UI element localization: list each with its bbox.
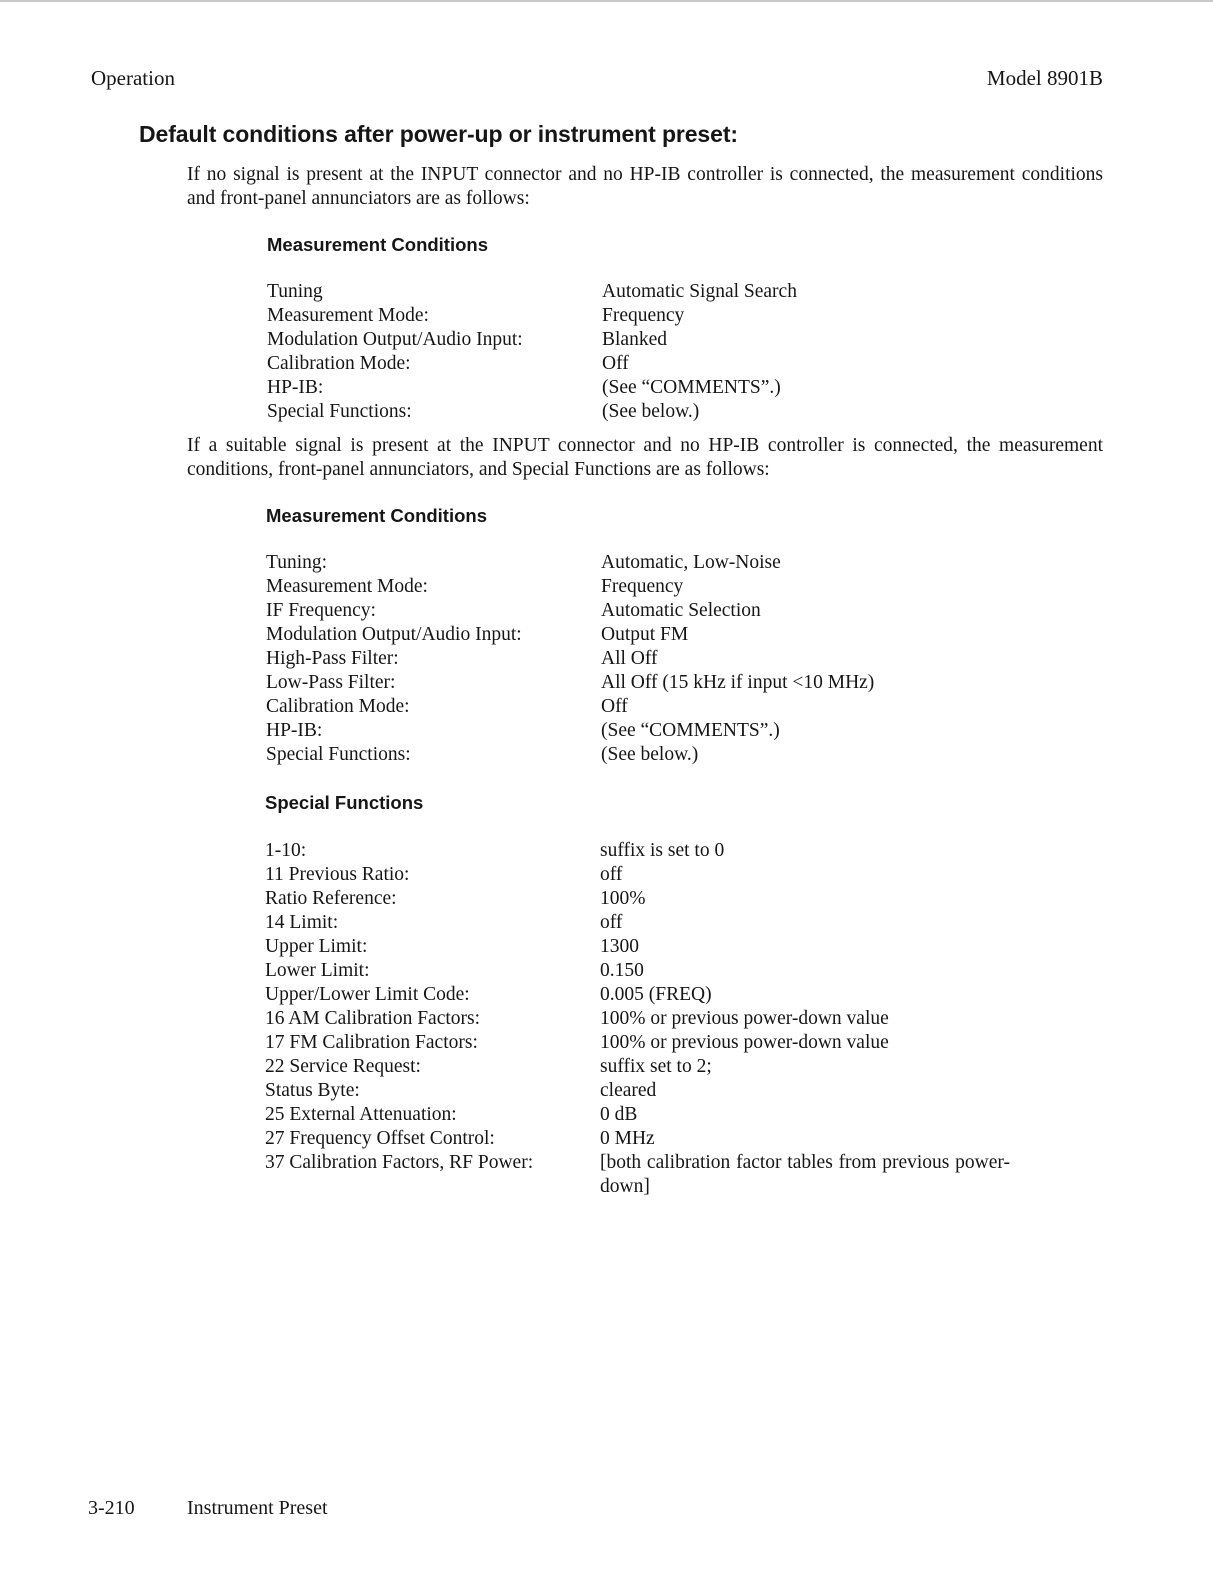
row-label: Status Byte: [265,1080,360,1101]
row-label: Calibration Mode: [266,696,410,717]
row-value: Automatic, Low-Noise [601,552,781,573]
table-row [265,1031,1010,1055]
row-label: Calibration Mode: [267,353,411,374]
row-label: 25 External Attenuation: [265,1104,457,1125]
section-heading-special-functions: Special Functions [265,792,424,813]
row-value: Frequency [602,305,685,326]
footer-page-number: 3-210 [88,1497,135,1519]
row-label: 37 Calibration Factors, RF Power: [265,1152,534,1173]
row-value: 0 dB [600,1104,638,1125]
table-row [267,304,797,328]
row-label: IF Frequency: [266,600,376,621]
measurement-conditions-table-2 [266,551,874,767]
row-value: cleared [600,1080,657,1101]
table-row [267,328,797,352]
table-row [265,1055,1010,1079]
table-row [266,599,874,623]
row-label: 17 FM Calibration Factors: [265,1032,478,1053]
row-label: 16 AM Calibration Factors: [265,1008,481,1029]
table-row [266,551,874,575]
header-model-label: Model 8901B [986,66,1103,90]
row-value: (See “COMMENTS”.) [601,720,780,741]
intro-paragraph-signal-present: If a suitable signal is present at the INPUT connector and no HP-IB controller is connected, the measurement conditions, front-panel annunciators, and Special Functions are as follows: [187,435,1103,480]
row-value: off [600,864,623,885]
row-value: Blanked [602,329,667,350]
row-label: Low-Pass Filter: [266,672,396,693]
row-value: 0.150 [600,960,644,981]
table-row [265,1151,1010,1199]
row-label: Modulation Output/Audio Input: [267,329,523,350]
special-functions-table [265,839,1010,1199]
table-row [267,400,797,424]
table-row [267,376,797,400]
row-value: 100% [600,888,646,909]
row-value: All Off (15 kHz if input <10 MHz) [601,672,875,693]
row-value: Automatic Selection [601,600,761,621]
row-value: All Off [601,648,658,669]
row-value: 100% or previous power-down value [600,1032,889,1053]
row-value: 0 MHz [600,1128,655,1149]
row-value: 100% or previous power-down value [600,1008,889,1029]
table-row [267,352,797,376]
table-row [266,671,874,695]
row-label: Upper Limit: [265,936,368,957]
row-value: 0.005 (FREQ) [600,984,712,1005]
row-value: off [600,912,623,933]
row-value: Frequency [601,576,684,597]
header-section-label: Operation [91,66,175,90]
table-row [266,575,874,599]
table-row [266,719,874,743]
footer-section-name: Instrument Preset [187,1497,328,1519]
table-row [265,1079,1010,1103]
table-row [265,1007,1010,1031]
row-value: Off [602,353,629,374]
table-row [265,935,1010,959]
row-label: Special Functions: [266,744,411,765]
row-label: HP-IB: [266,720,323,741]
row-label: 1-10: [265,840,307,861]
table-row [265,839,1010,863]
row-label: High-Pass Filter: [266,648,399,669]
measurement-conditions-table-1 [267,280,797,424]
table-row [265,887,1010,911]
table-row [265,983,1010,1007]
table-row [267,280,797,304]
section-heading-measurement-conditions-1: Measurement Conditions [267,234,488,255]
top-border-line [0,0,1213,2]
row-value: (See “COMMENTS”.) [602,377,781,398]
row-label: Ratio Reference: [265,888,397,909]
row-value: suffix set to 2; [600,1056,712,1077]
row-label: HP-IB: [267,377,324,398]
row-label: Measurement Mode: [267,305,429,326]
row-label: Lower Limit: [265,960,370,981]
intro-paragraph-no-signal: If no signal is present at the INPUT connector and no HP-IB controller is connected, the measurement conditions and front-panel annunciators are as follows: [187,164,1103,209]
table-row [266,623,874,647]
row-value: (See below.) [602,401,700,422]
row-value: Automatic Signal Search [602,281,797,302]
row-label: Special Functions: [267,401,412,422]
table-row [265,863,1010,887]
row-value: (See below.) [601,744,699,765]
page-title: Default conditions after power-up or instrument preset: [139,121,738,147]
row-label: Tuning: [266,552,328,573]
row-label: Modulation Output/Audio Input: [266,624,522,645]
table-row [266,647,874,671]
row-label: 11 Previous Ratio: [265,864,410,885]
row-label: 27 Frequency Offset Control: [265,1128,495,1149]
row-label: Measurement Mode: [266,576,428,597]
table-row [265,1127,1010,1151]
row-label: 14 Limit: [265,912,339,933]
table-row [265,1103,1010,1127]
row-value: Output FM [601,624,689,645]
table-row [265,959,1010,983]
section-heading-measurement-conditions-2: Measurement Conditions [266,505,487,526]
row-label: Upper/Lower Limit Code: [265,984,470,1005]
table-row [266,743,874,767]
row-value: suffix is set to 0 [600,840,725,861]
row-value: [both calibration factor tables from previous power-down] [600,1152,1010,1197]
row-label: 22 Service Request: [265,1056,421,1077]
row-value: 1300 [600,936,639,957]
table-row [265,911,1010,935]
table-row [266,695,874,719]
row-label: Tuning [267,281,323,302]
row-value: Off [601,696,628,717]
